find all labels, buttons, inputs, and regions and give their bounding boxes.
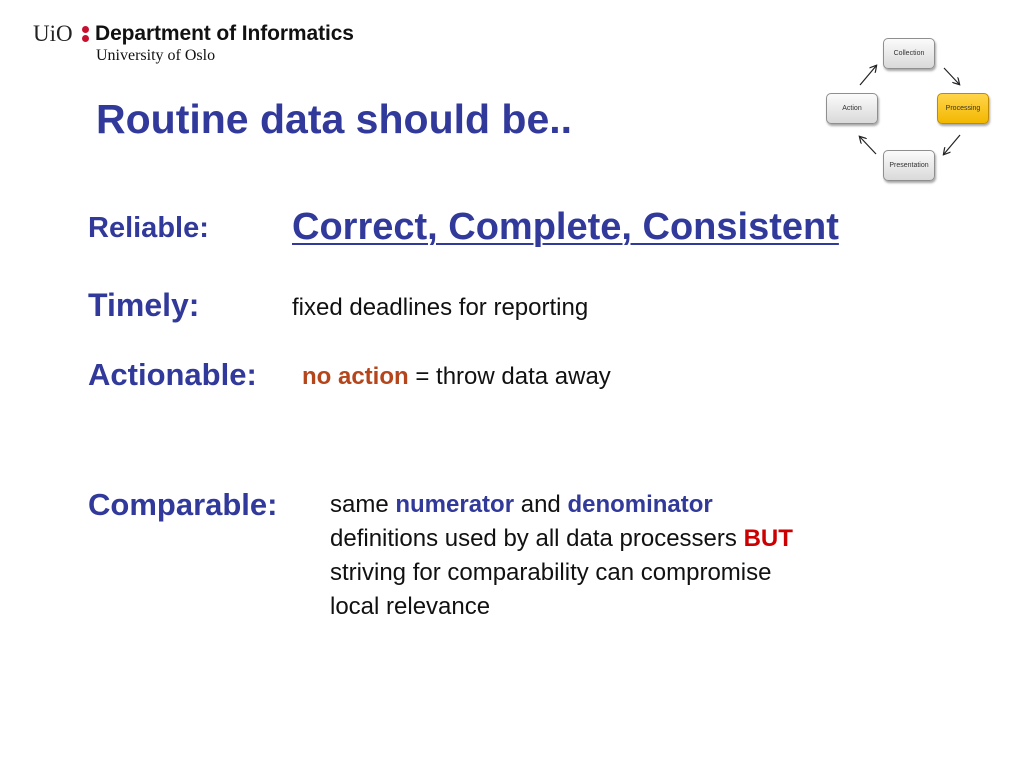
node-processing: Processing [937,93,989,124]
arrow-action-to-collection [860,66,876,85]
node-presentation: Presentation [883,150,935,181]
no-action-highlight: no action [302,363,409,390]
comparable-line-1 [330,488,930,522]
arrow-collection-to-processing [944,68,959,84]
comparable-text: same [330,491,396,518]
keyword-numerator: numerator [395,491,515,518]
label-timely: Timely: [88,287,200,323]
node-collection: Collection [883,38,935,69]
label-comparable: Comparable: [88,487,278,522]
keyword-denominator: denominator [567,491,713,518]
value-actionable [302,363,611,391]
value-comparable [330,488,930,624]
value-timely: fixed deadlines for reporting [292,294,589,321]
uio-logo-colon-icon [80,23,90,43]
comparable-line-2 [330,522,930,556]
label-reliable: Reliable: [88,212,209,244]
data-cycle-diagram [810,30,1010,190]
comparable-text: definitions used by all data processers [330,525,744,552]
comparable-line-4: local relevance [330,593,491,620]
slide-title: Routine data should be.. [96,96,573,142]
actionable-rest: = throw data away [408,363,611,390]
label-actionable: Actionable: [88,357,257,392]
arrow-processing-to-presentation [944,135,960,154]
comparable-line-3: striving for comparability can compromise [330,559,772,586]
keyword-but: BUT [743,525,793,552]
department-name: Department of Informatics [95,22,354,45]
arrow-presentation-to-action [860,137,876,154]
uio-logo-mark: UiO [33,21,73,46]
value-reliable: Correct, Complete, Consistent [292,206,839,248]
comparable-text: and [514,491,568,518]
university-name: University of Oslo [96,47,216,64]
node-action: Action [826,93,878,124]
